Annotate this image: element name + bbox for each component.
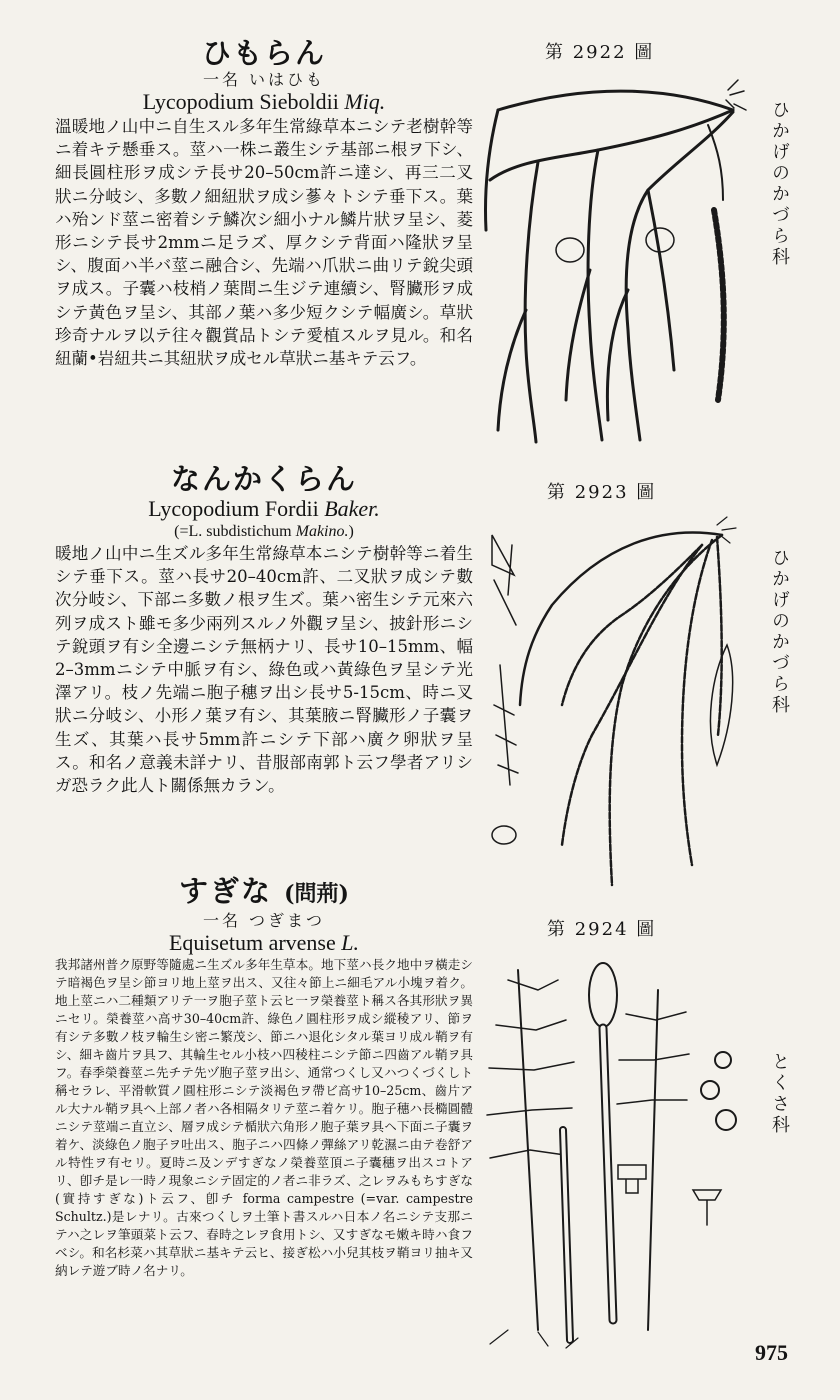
plant-illustration-nankakuran — [482, 505, 757, 895]
entry-sugina — [55, 874, 473, 1280]
family-label: とくさ科 — [769, 1052, 790, 1136]
entry-title: なんかくらん — [170, 462, 357, 496]
entry-alias: 一名 つぎまつ — [202, 911, 326, 930]
entry-himoran — [55, 36, 473, 370]
family-label: ひかげのかづら科 — [769, 548, 790, 716]
entry-title: すぎな (問荊) — [179, 874, 349, 908]
entry-description: 我邦諸州普ク原野等隨處ニ生ズル多年生草本。地下莖ハ長ク地中ヲ橫走シテ暗褐色ヲ呈シ節ヨリ地上莖ヲ出ス、又往々節上ニ細毛アル小塊ヲ着ク。地上莖ニハ二種類アリテ一ヲ胞子莖ト云ヒ一ヲ榮養莖ト稱ス各其形狀ヲ異ニセリ。榮養莖ハ高サ30–40cm許、綠色ノ圓柱形ヲ成シ縱稜アリ、節ヲ有シテ多數ノ枝ヲ輪生シ密ニ繁茂シ、節ニハ退化シタル葉ヨリ成ル鞘ヲ有シ、細キ齒片ヲ具フ、其輪生セル小枝ハ四稜柱ニシテ節ニ四齒アル鞘ヲ具フ。春季榮養莖ニ先チテ先ヅ胞子莖ヲ出シ、通常つくし又ハつくづくしト稱セラレ、平滑軟質ノ圓柱形ニシテ淡褐色ヲ帶ビ高サ10–25cm、齒片アル大ナル鞘ヲ具ヘ上部ノ者ハ各相隔タリテ莖ニ着ケリ。胞子穗ハ長橢圓體ニシテ莖端ニ直立シ、層ヲ成シテ楯狀六角形ノ胞子葉ヲ具ヘ下面ニ子囊ヲ着ケ、淡綠色ノ胞子ヲ吐出ス、胞子ニハ四條ノ彈絲アリ乾濕ニ由テ卷舒アル特性ヲ有セリ。夏時ニ及ンデすぎなノ榮養莖頂ニ子囊穗ヲ出スコトアリ、卽チ是レ一時ノ現象ニシテ固定的ノ者ニ非ラズ、之レヲみもちすぎな(實持すぎな)ト云フ、卽チ forma campestre (=var. campestre Schultz.)是レナリ。古來つくしヲ土筆ト書スルハ日本ノ名ニシテ支那ニテハ之レヲ筆頭菜ト云フ、春時之レヲ食用トシ、又すぎなモ嫩キ時ハ食フベシ。和名杉菜ハ其草狀ニ基キテ云ヒ、接ぎ松ハ小兒其枝ヲ鞘ヨリ抽キ又納レテ遊ブ時ノ名ナリ。 — [55, 957, 473, 1278]
figure-label: 第 2923 圖 — [547, 482, 657, 503]
family-label: ひかげのかづら科 — [769, 100, 790, 268]
entry-description: 溫暖地ノ山中ニ自生スル多年生常綠草本ニシテ老樹幹等ニ着キテ懸垂ス。莖ハ一株ニ叢生シテ基部ニ根ヲ下シ、細長圓柱形ヲ成シテ長サ20–50cm許ニ達シ、再三二叉狀ニ分岐シ、多數ノ細紐狀ヲ成シ蔘々トシテ垂下ス。葉ハ殆ンド莖ニ密着シテ鱗次シ細小ナル鱗片狀ヲ呈シ、菱形ニシテ長サ2mmニ足ラズ、厚クシテ背面ハ隆狀ヲ呈シ、腹面ハ半バ莖ニ融合シ、先端ハ爪狀ニ曲リテ銳尖頭ヲ成ス。子囊ハ枝梢ノ葉間ニ生ジテ連續シ、腎臟形ヲ成シテ黃色ヲ呈シ、其部ノ葉ハ多少短クシテ幅廣シ。草狀珍奇ナルヲ以テ往々觀賞品トシテ愛植スルヲ見ル。和名紐蘭•岩紐共ニ其紐狀ヲ成セル草狀ニ基キテ云フ。 — [55, 117, 473, 369]
entry-title: ひもらん — [201, 36, 326, 70]
page-number: 975 — [755, 1340, 788, 1365]
synonym: (=L. subdistichum Makino.) — [174, 523, 354, 540]
entry-nankakuran — [55, 462, 473, 797]
scientific-name: Lycopodium Fordii Baker. — [148, 496, 380, 521]
scientific-name: Lycopodium Sieboldii Miq. — [142, 89, 386, 114]
entry-description: 暖地ノ山中ニ生ズル多年生常綠草本ニシテ樹幹等ニ着生シテ垂下ス。莖ハ長サ20–40cm許、二叉狀ヲ成シテ數次分岐シ、下部ニ多數ノ根ヲ生ズ。葉ハ密生シテ元來六列ヲ成スト雖モ多少兩列スルノ外觀ヲ呈シ、披針形ニシテ銳頭ヲ有シ全邊ニシテ無柄ナリ、長サ10–15mm、幅2–3mmニシテ中脈ヲ有シ、綠色或ハ黃綠色ヲ呈シテ光澤アリ。枝ノ先端ニ胞子穗ヲ出シ長サ5-15cm、時ニ叉狀ニ分岐シ、小形ノ葉ヲ有シ、其葉腋ニ腎臟形ノ子囊ヲ生ズ、其葉ハ長サ5mm許ニシテ下部ハ廣ク卵狀ヲ呈ス。和名ノ意義未詳ナリ、昔服部南郭ト云フ學者アリシガ恐ラク此人ト關係無カラン。 — [55, 544, 473, 796]
figure-label: 第 2924 圖 — [547, 919, 657, 940]
scientific-name: Equisetum arvense L. — [168, 930, 360, 955]
entry-alias: 一名 いはひも — [202, 70, 326, 89]
figure-label: 第 2922 圖 — [545, 42, 655, 63]
plant-illustration-himoran — [478, 70, 753, 460]
plant-illustration-sugina — [478, 950, 758, 1350]
